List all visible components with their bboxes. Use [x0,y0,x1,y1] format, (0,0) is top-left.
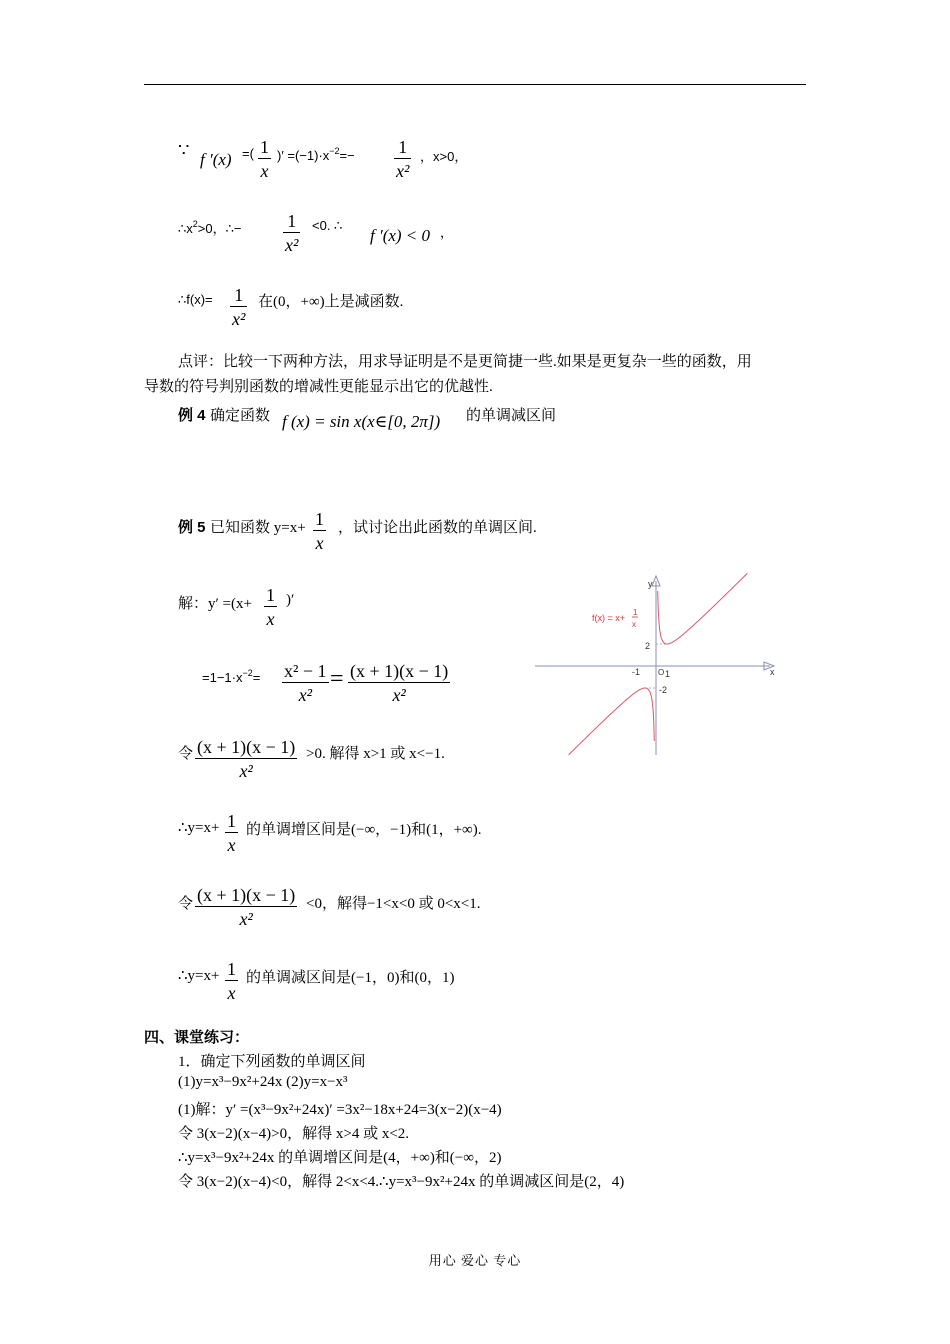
text: 已知函数 y=x+ [210,520,306,536]
equals: = [330,666,344,692]
tick-neg2: -2 [659,685,668,695]
text: $=1-1\cdot x^{-2}=$ [202,668,261,685]
text: 解：y′ =(x+ [178,596,252,612]
text: )′ [286,592,295,608]
header-rule [144,84,806,85]
text: <0. ∴ [312,218,343,233]
function-expression: f (x) = sin x(x∈[0, 2π]) [282,412,441,431]
text: ∴f(x)= [178,292,213,307]
function-label-num: 1 [633,608,638,617]
text: >0. 解得 x>1 或 x<−1. [306,746,445,762]
fraction: (x + 1)(x − 1) x² [197,737,296,781]
fraction: 1 x² [285,211,299,255]
because-symbol: ∵ [178,140,190,160]
tick-1: 1 [665,669,671,679]
function-label-den: x [632,620,636,629]
comment-line-2: 导数的符号判别函数的增减性更能显示出它的优越性. [144,379,493,395]
text: 在(0，+∞)上是减函数. [258,294,404,310]
function-label: f(x) = x+ [592,613,626,623]
fraction: 1 x [227,959,236,1003]
comment-line-1: 点评：比较一下两种方法，用求导证明是不是更简捷一些.如果是更复杂一些的函数，用 [178,354,752,370]
exercise-functions: (1)y=x³−9x²+24x (2)y=x−x³ [178,1074,348,1090]
text: 令 [178,896,194,912]
function-graph [530,565,780,760]
solution-derivative: (1)解：y′ =(x³−9x²+24x)′ =3x²−18x+24=3(x−2)(x−4) [178,1102,502,1118]
tick-neg1: -1 [632,667,641,677]
text: ，试讨论出此函数的单调区间. [338,520,537,536]
text: 的单调减区间是(−1，0)和(0，1) [246,970,455,986]
text: 的单调减区间 [466,408,557,424]
fraction: (x + 1)(x − 1) x² [197,885,296,929]
exercise-prompt: 1．确定下列函数的单调区间 [178,1054,366,1070]
y-axis-label: y [648,579,653,589]
text: 的单调增区间是(−∞，−1)和(1，+∞). [246,822,482,838]
solution-increasing: ∴y=x³−9x²+24x 的单调增区间是(4，+∞)和(−∞，2) [178,1150,502,1166]
tick-2: 2 [645,641,651,651]
fraction: 1 x² [396,137,410,181]
text: ∴y=x+ [178,968,220,984]
solution-inequality-positive: 令 3(x−2)(x−4)>0，解得 x>4 或 x<2. [178,1126,410,1142]
text: ， [440,225,454,240]
curve-positive-branch [658,573,748,644]
f-prime: f ′(x) [200,150,232,169]
text: )′ $=(-1)\cdot x^{-2}=-$ [277,146,355,163]
section-heading: 四、课堂练习： [144,1030,250,1046]
text: <0，解得−1<x<0 或 0<x<1. [306,896,481,912]
x-axis-label: x [770,667,775,677]
text: ∴y=x+ [178,820,220,836]
example-label: 例 5 [178,519,206,536]
fraction: 1 x [266,585,275,629]
solution-decreasing: 令 3(x−2)(x−4)<0，解得 2<x<4.∴y=x³−9x²+24x 的单调减区间是(2，4) [178,1174,625,1190]
curve-negative-branch [569,688,655,755]
text: =( [242,146,254,161]
fraction: 1 x [227,811,236,855]
text: ，x>0， [420,149,468,164]
inequality: f ′(x) < 0 [370,226,431,245]
text: 确定函数 [210,408,271,424]
fraction: 1 x [260,137,269,181]
fraction: 1 x² [232,285,246,329]
page-footer: 用心 爱心 专心 [428,1253,522,1268]
text: 令 [178,746,194,762]
example-label: 例 4 [178,407,206,424]
text: $\therefore x^2>0$，∴− [178,219,242,236]
fraction: 1 x [315,509,324,553]
origin-label: O [658,668,665,677]
fraction: x² − 1 x² [284,661,327,705]
fraction: (x + 1)(x − 1) x² [350,661,449,705]
